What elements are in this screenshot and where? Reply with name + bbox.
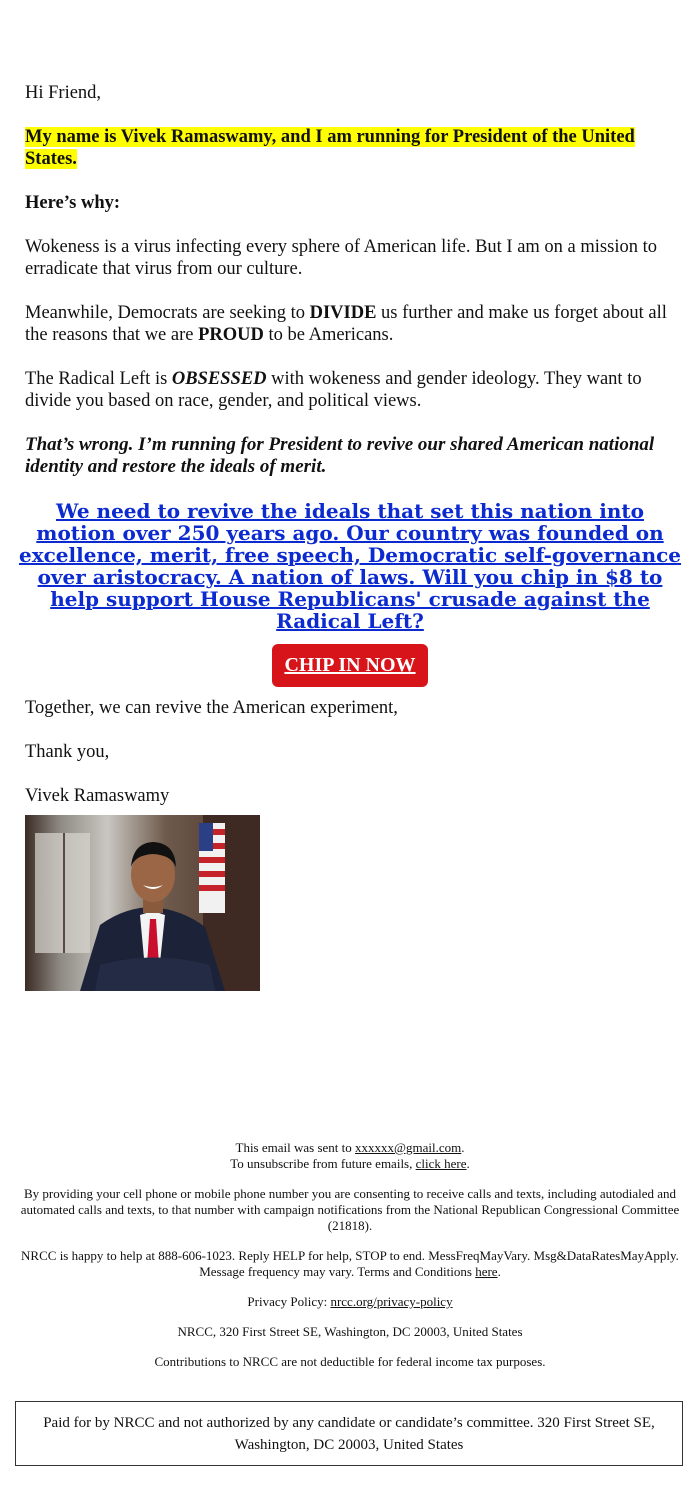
footer-help: NRCC is happy to help at 888-606-1023. Reply HELP for help, STOP to end. MessFreqMayVary. Msg&DataRatesMayApply. Message frequency may vary. Terms and Conditions here. [21,1248,679,1279]
proud-emphasis: PROUD [198,325,264,345]
closing-line: Together, we can revive the American experiment, [25,698,398,718]
button-row [25,644,675,687]
paragraph-divide: Meanwhile, Democrats are seeking to DIVIDE us further and make us forget about all the reasons that we are PROUD to be Americans. [25,303,667,345]
candidate-portrait-illustration [25,815,260,991]
candidate-photo [25,815,260,991]
chip-in-now-button[interactable]: CHIP IN NOW [272,644,427,687]
footer-sent-to: This email was sent to xxxxxx@gmail.com. To unsubscribe from future emails, click here. [230,1140,470,1171]
paragraph-wokeness: Wokeness is a virus infecting every sphere of American life. But I am on a mission to erradicate that virus from our culture. [25,237,657,279]
why-heading: Here’s why: [25,193,121,213]
divide-emphasis: DIVIDE [309,303,377,323]
paragraph-thats-wrong: That’s wrong. I’m running for President to revive our shared American national identity and restore the ideals of merit. [25,434,655,477]
unsubscribe-link[interactable]: click here [415,1156,467,1171]
donate-appeal-link[interactable]: We need to revive the ideals that set this nation into motion over 250 years ago. Our country was founded on excellence, merit, free speech, Democratic self-governance over aristocracy. A nation of laws. Will you chip in $8 to help support House Republicans' crusade against the Radical Left? [18,499,682,633]
obsessed-emphasis: OBSESSED [171,369,267,389]
thank-you: Thank you, [25,742,110,762]
footer-consent: By providing your cell phone or mobile phone number you are consenting to receive calls and texts, including autodialed and automated calls and texts, to that number with campaign notifications from the National Republican Congressional Committee (21818). [20,1186,680,1233]
email-body [18,82,682,991]
paragraph-obsessed: The Radical Left is OBSESSED with wokeness and gender ideology. They want to divide you based on race, gender, and political views. [25,369,642,411]
signature: Vivek Ramaswamy [25,786,170,806]
recipient-email-link[interactable]: xxxxxx@gmail.com [355,1140,462,1155]
paid-for-disclaimer: Paid for by NRCC and not authorized by any candidate or candidate’s committee. 320 First Street SE, Washington, DC 20003, United States [15,1401,683,1466]
footer-privacy: Privacy Policy: nrcc.org/privacy-policy [247,1294,453,1309]
greeting: Hi Friend, [25,83,102,103]
footer-address: NRCC, 320 First Street SE, Washington, DC 20003, United States [177,1324,523,1339]
footer-tax-note: Contributions to NRCC are not deductible for federal income tax purposes. [154,1354,546,1369]
privacy-policy-link[interactable]: nrcc.org/privacy-policy [330,1294,453,1309]
terms-link[interactable]: here [475,1264,498,1279]
highlighted-intro: My name is Vivek Ramaswamy, and I am running for President of the United States. [25,127,635,169]
footer [20,1140,680,1384]
intro-paragraph [25,126,675,170]
